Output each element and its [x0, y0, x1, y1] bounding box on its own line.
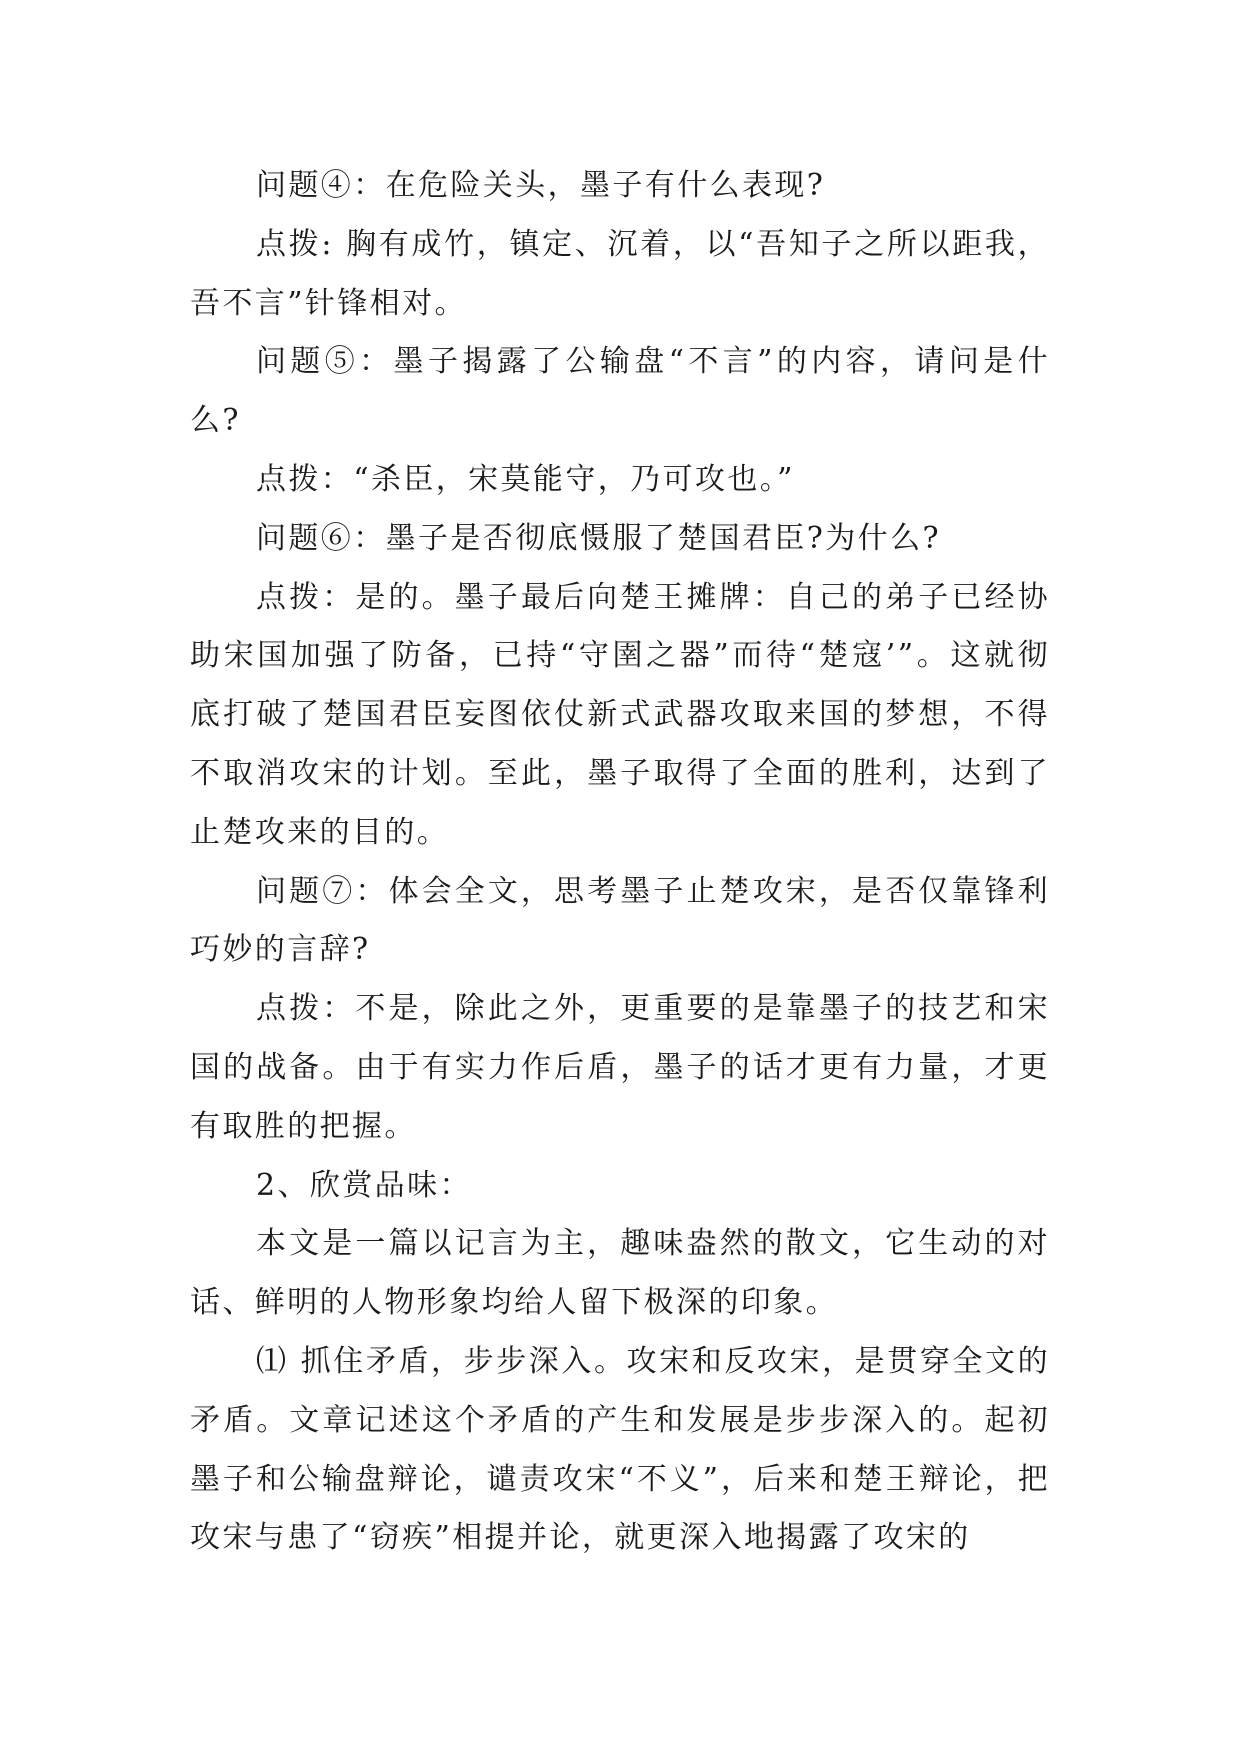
paragraph-hint-4: 点拨: 胸有成竹，镇定、沉着，以“吾知子之所以距我，吾不言”针锋相对。 — [190, 226, 1050, 321]
paragraph-point-1: ⑴ 抓住矛盾，步步深入。攻宋和反攻宋，是贯穿全文的矛盾。文章记述这个矛盾的产生和发展是步步深入的。起初墨子和公输盘辩论，谴责攻宋“不义”，后来和楚王辩论，把攻宋与患了“窃疾”相提并论，就更深入地揭露了攻宋的 — [190, 1343, 1050, 1556]
section-heading-appreciation: 2、欣赏品味： — [256, 1167, 472, 1203]
paragraph-question-5: 问题⑤：墨子揭露了公输盘“不言”的内容，请问是什么? — [190, 344, 1050, 439]
paragraph-question-6: 问题⑥：墨子是否彻底慑服了楚国君臣?为什么? — [256, 520, 941, 556]
paragraph-question-4: 问题④：在危险关头，墨子有什么表现? — [256, 168, 826, 203]
paragraph-question-7: 问题⑦：体会全文，思考墨子止楚攻宋，是否仅靠锋利巧妙的言辞? — [190, 873, 1050, 968]
paragraph-intro: 本文是一篇以记言为主，趣味盎然的散文，它生动的对话、鲜明的人物形象均给人留下极深的印象。 — [190, 1226, 1050, 1321]
paragraph-hint-5: 点拨：“杀臣，宋莫能守，乃可攻也。” — [256, 461, 795, 497]
document-page — [190, 157, 1050, 1568]
paragraph-hint-6: 点拨：是的。墨子最后向楚王摊牌：自己的弟子已经协助宋国加强了防备，已持“守圉之器”而待“楚寇’”。这就彻底打破了楚国君臣妄图依仗新式武器攻取来国的梦想，不得不取消攻宋的计划。至此，墨子取得了全面的胜利，达到了止楚攻来的目的。 — [190, 579, 1050, 850]
paragraph-hint-7: 点拨：不是，除此之外，更重要的是靠墨子的技艺和宋国的战备。由于有实力作后盾，墨子的话才更有力量，才更有取胜的把握。 — [190, 991, 1050, 1144]
